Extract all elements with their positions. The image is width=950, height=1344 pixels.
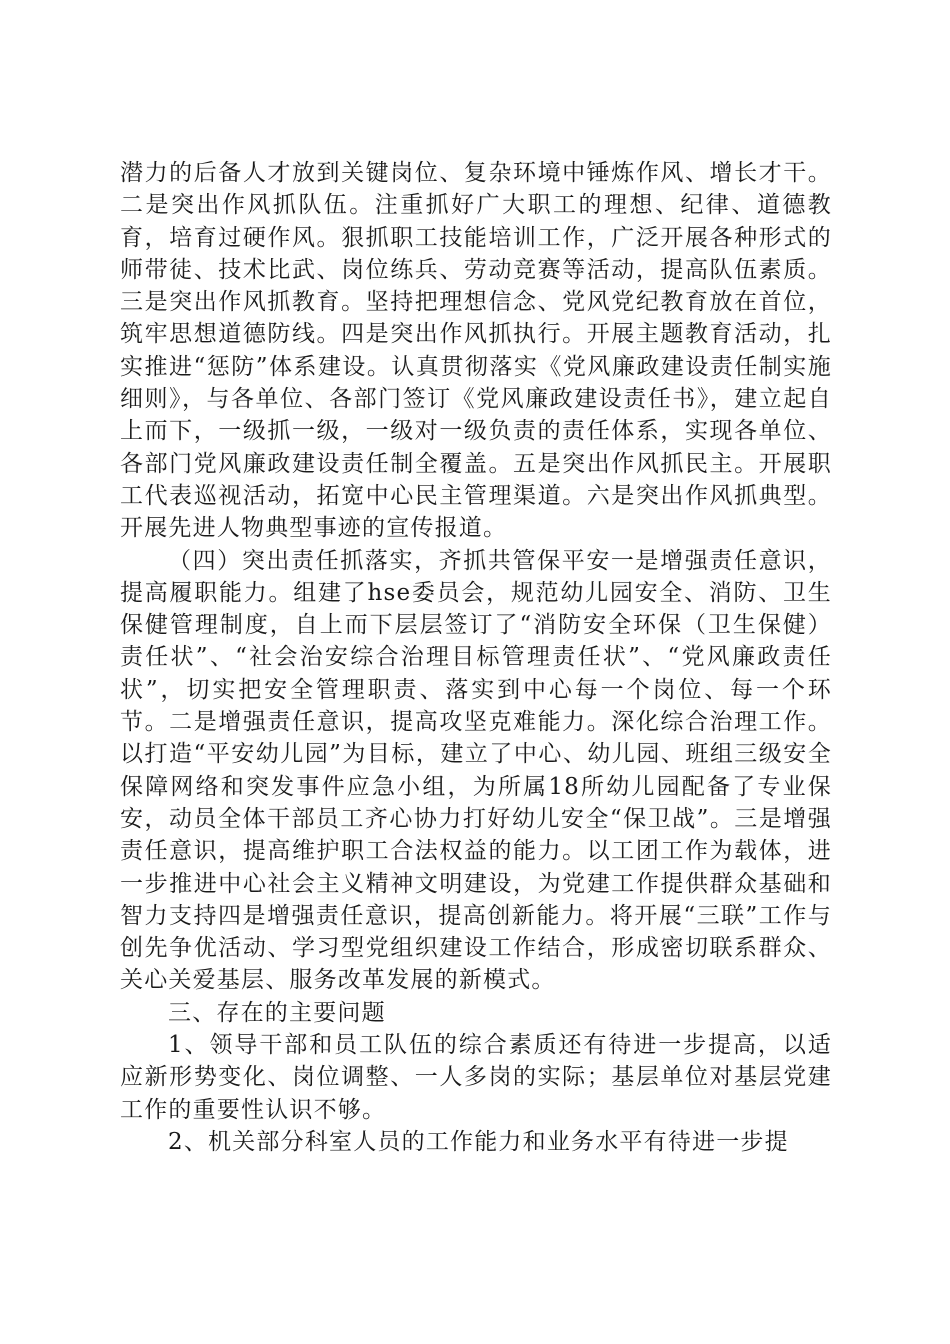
paragraph-responsibility: （四）突出责任抓落实，齐抓共管保平安一是增强责任意识，提高履职能力。组建了hse委员会，规范幼儿园安全、消防、卫生保健管理制度，自上而下层层签订了“消防安全环保（卫生保健）责任状”、“社会治安综合治理目标管理责任状”、“党风廉政责任状”，切实把安全管理职责、落实到中心每一个岗位、每一个环节。二是增强责任意识，提高攻坚克难能力。深化综合治理工作。以打造“平安幼儿园”为目标，建立了中心、幼儿园、班组三级安全保障网络和突发事件应急小组，为所属18所幼儿园配备了专业保安，动员全体干部员工齐心协力打好幼儿安全“保卫战”。三是增强责任意识，提高维护职工合法权益的能力。以工团工作为载体，进一步推进中心社会主义精神文明建设，为党建工作提供群众基础和智力支持四是增强责任意识，提高创新能力。将开展“三联”工作与创先争优活动、学习型党组织建设工作结合，形成密切联系群众、关心关爱基层、服务改革发展的新模式。 [120, 547, 832, 994]
section-heading-main-problems: 三、存在的主要问题 [168, 999, 386, 1026]
paragraph-problem-2: 2、机关部分科室人员的工作能力和业务水平有待进一步提 [168, 1128, 789, 1155]
document-body [120, 157, 832, 1158]
paragraph-work-style: 潜力的后备人才放到关键岗位、复杂环境中锤炼作风、增长才干。二是突出作风抓队伍。注重抓好广大职工的理想、纪律、道德教育，培育过硬作风。狠抓职工技能培训工作，广泛开展各种形式的师带徒、技术比武、岗位练兵、劳动竞赛等活动，提高队伍素质。三是突出作风抓教育。坚持把理想信念、党风党纪教育放在首位，筑牢思想道德防线。四是突出作风抓执行。开展主题教育活动，扎实推进“惩防”体系建设。认真贯彻落实《党风廉政建设责任制实施细则》，与各单位、各部门签订《党风廉政建设责任书》，建立起自上而下，一级抓一级，一级对一级负责的责任体系，实现各单位、各部门党风廉政建设责任制全覆盖。五是突出作风抓民主。开展职工代表巡视活动，拓宽中心民主管理渠道。六是突出作风抓典型。开展先进人物典型事迹的宣传报道。 [120, 160, 832, 542]
paragraph-problem-1: 1、领导干部和员工队伍的综合素质还有待进一步提高，以适应新形势变化、岗位调整、一人多岗的实际；基层单位对基层党建工作的重要性认识不够。 [120, 1032, 832, 1123]
